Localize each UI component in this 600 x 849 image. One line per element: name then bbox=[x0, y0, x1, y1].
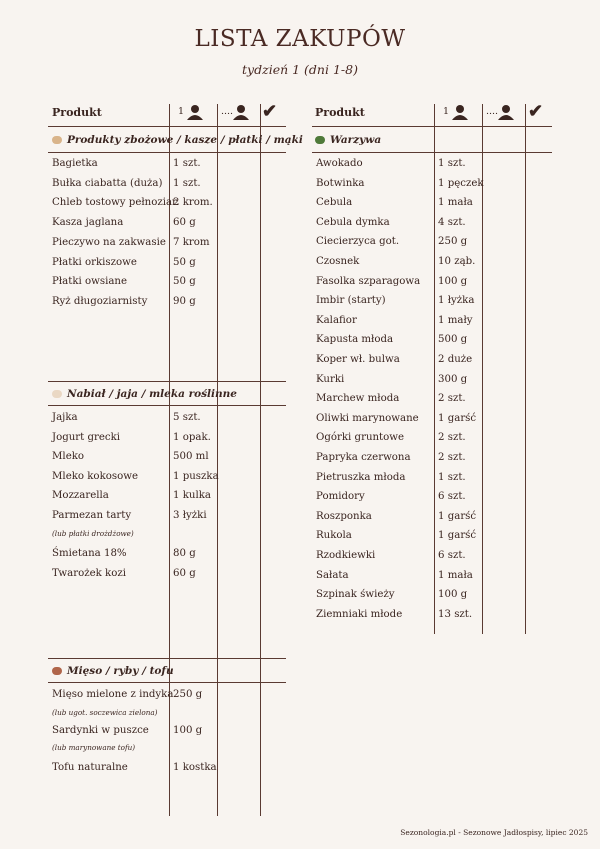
divider bbox=[48, 126, 286, 127]
list-item: Bułka ciabatta (duża) bbox=[52, 178, 163, 189]
item-qty: 1 puszka bbox=[173, 471, 219, 482]
item-qty: 1 garść bbox=[438, 412, 477, 424]
list-item: Jogurt grecki bbox=[52, 432, 121, 443]
check-icon: ✔ bbox=[262, 101, 278, 122]
column-line bbox=[260, 104, 261, 816]
list-item: Mleko bbox=[52, 451, 85, 462]
item-qty: 4 szt. bbox=[438, 216, 466, 228]
column-line bbox=[525, 104, 526, 634]
item-qty: 1 garść bbox=[438, 510, 477, 522]
list-item: Tofu naturalne bbox=[52, 762, 128, 773]
section-grains: Produkty zbożowe / kasze / płatki / mąki bbox=[52, 134, 303, 146]
list-item: Pieczywo na zakwasie bbox=[52, 237, 166, 248]
list-item: Botwinka bbox=[316, 177, 365, 189]
person-icon bbox=[497, 104, 515, 120]
column-line bbox=[434, 104, 435, 634]
divider bbox=[48, 405, 286, 406]
divider bbox=[48, 381, 286, 382]
list-item: Fasolka szparagowa bbox=[316, 275, 421, 287]
item-qty: 500 g bbox=[438, 334, 468, 346]
item-note: (lub marynowane tofu) bbox=[52, 743, 136, 752]
person-icon bbox=[232, 104, 250, 120]
divider bbox=[48, 658, 286, 659]
list-item: Mozzarella bbox=[52, 490, 109, 501]
item-qty: 1 pęczek bbox=[438, 177, 484, 189]
list-item: Jajka bbox=[52, 412, 78, 423]
item-qty: 6 szt. bbox=[438, 491, 466, 503]
item-qty: 13 szt. bbox=[438, 608, 473, 620]
item-qty: 1 garść bbox=[438, 530, 477, 542]
item-qty: 7 krom bbox=[173, 237, 210, 248]
list-item: Kurki bbox=[316, 373, 345, 385]
section-meat: Mięso / ryby / tofu bbox=[52, 665, 174, 677]
item-qty: 1 mała bbox=[438, 569, 473, 581]
item-qty: 1 kostka bbox=[173, 762, 217, 773]
header-product-left: Produkt bbox=[52, 106, 102, 119]
item-qty: 250 g bbox=[173, 689, 203, 700]
header-one-left: 1 bbox=[178, 106, 185, 117]
column-line bbox=[169, 104, 170, 816]
list-item: Sardynki w puszce bbox=[52, 725, 149, 736]
list-item: Rzodkiewki bbox=[316, 550, 376, 561]
grain-icon bbox=[52, 136, 62, 144]
item-qty: 50 g bbox=[173, 276, 196, 287]
item-qty: 1 kulka bbox=[173, 490, 211, 501]
list-item: Parmezan tarty bbox=[52, 510, 132, 521]
item-qty: 1 szt. bbox=[438, 471, 466, 483]
item-qty: 1 szt. bbox=[173, 178, 201, 189]
list-item: Ciecierzyca got. bbox=[316, 236, 400, 248]
item-qty: 2 szt. bbox=[438, 452, 466, 463]
item-qty: 1 łyżka bbox=[438, 295, 475, 307]
item-qty: 60 g bbox=[173, 568, 196, 579]
list-item: Oliwki marynowane bbox=[316, 412, 419, 424]
item-qty: 6 szt. bbox=[438, 550, 466, 561]
section-dairy: Nabiał / jaja / mleka roślinne bbox=[52, 388, 237, 400]
item-qty: 100 g bbox=[438, 275, 468, 287]
list-item: Ogórki gruntowe bbox=[316, 432, 405, 444]
item-qty: 80 g bbox=[173, 548, 196, 559]
list-item: Czosnek bbox=[316, 256, 360, 267]
header-one-right: 1 bbox=[443, 106, 450, 117]
item-qty: 1 mały bbox=[438, 314, 473, 326]
list-item: Koper wł. bulwa bbox=[316, 354, 400, 365]
list-item: Ryż długoziarnisty bbox=[52, 296, 148, 307]
list-item: Twarożek kozi bbox=[52, 568, 126, 579]
divider bbox=[312, 126, 552, 127]
meat-icon bbox=[52, 667, 62, 675]
header-product-right: Produkt bbox=[315, 106, 365, 119]
list-item: Marchew młoda bbox=[316, 393, 400, 405]
list-item: Mięso mielone z indyka bbox=[52, 689, 174, 700]
list-item: Cebula bbox=[316, 197, 353, 209]
item-note: (lub płatki drożdżowe) bbox=[52, 529, 134, 538]
section-vegetables: Warzywa bbox=[315, 134, 381, 146]
person-icon bbox=[451, 104, 469, 120]
broccoli-icon bbox=[315, 136, 325, 144]
item-qty: 2 duże bbox=[438, 354, 473, 365]
item-qty: 5 szt. bbox=[173, 412, 201, 423]
list-item: Ziemniaki młode bbox=[316, 608, 403, 620]
divider bbox=[312, 152, 552, 153]
list-item: Chleb tostowy pełnoziar. bbox=[52, 197, 180, 208]
check-icon: ✔ bbox=[528, 101, 544, 122]
item-qty: 500 ml bbox=[173, 451, 209, 462]
list-item: Sałata bbox=[316, 569, 349, 581]
item-qty: 300 g bbox=[438, 373, 468, 385]
column-line bbox=[217, 104, 218, 816]
item-qty: 100 g bbox=[438, 589, 468, 601]
divider bbox=[48, 152, 286, 153]
list-item: Roszponka bbox=[316, 510, 372, 522]
list-item: Rukola bbox=[316, 530, 352, 542]
footer: Sezonologia.pl - Sezonowe Jadłospisy, lipiec 2025 bbox=[400, 828, 588, 837]
item-qty: 3 łyżki bbox=[173, 510, 207, 521]
item-qty: 1 opak. bbox=[173, 432, 211, 443]
list-item: Kasza jaglana bbox=[52, 217, 124, 228]
item-qty: 2 szt. bbox=[438, 393, 466, 405]
egg-icon bbox=[52, 390, 62, 398]
item-qty: 90 g bbox=[173, 296, 196, 307]
item-qty: 1 szt. bbox=[173, 158, 201, 169]
list-item: Płatki orkiszowe bbox=[52, 257, 137, 268]
page-subtitle: tydzień 1 (dni 1-8) bbox=[242, 62, 358, 77]
item-qty: 1 mała bbox=[438, 197, 473, 209]
list-item: Pomidory bbox=[316, 491, 365, 503]
page-title: LISTA ZAKUPÓW bbox=[194, 26, 406, 52]
item-qty: 2 krom. bbox=[173, 197, 213, 208]
header-many-left: .... bbox=[221, 106, 234, 117]
list-item: Mleko kokosowe bbox=[52, 471, 138, 482]
person-icon bbox=[186, 104, 204, 120]
list-item: Kalafior bbox=[316, 314, 357, 326]
item-qty: 2 szt. bbox=[438, 432, 466, 444]
item-qty: 250 g bbox=[438, 236, 468, 248]
list-item: Imbir (starty) bbox=[316, 295, 386, 307]
list-item: Pietruszka młoda bbox=[316, 471, 406, 483]
item-qty: 50 g bbox=[173, 257, 196, 268]
list-item: Bagietka bbox=[52, 158, 98, 169]
list-item: Awokado bbox=[316, 158, 363, 169]
list-item: Papryka czerwona bbox=[316, 452, 411, 463]
item-qty: 100 g bbox=[173, 725, 203, 736]
header-many-right: .... bbox=[486, 106, 499, 117]
divider bbox=[48, 682, 286, 683]
item-note: (lub ugot. soczewica zielona) bbox=[52, 708, 158, 717]
list-item: Śmietana 18% bbox=[52, 548, 127, 559]
list-item: Szpinak świeży bbox=[316, 589, 395, 601]
list-item: Płatki owsiane bbox=[52, 276, 127, 287]
list-item: Kapusta młoda bbox=[316, 334, 394, 346]
list-item: Cebula dymka bbox=[316, 216, 390, 228]
item-qty: 1 szt. bbox=[438, 158, 466, 169]
item-qty: 60 g bbox=[173, 217, 196, 228]
item-qty: 10 ząb. bbox=[438, 256, 476, 267]
